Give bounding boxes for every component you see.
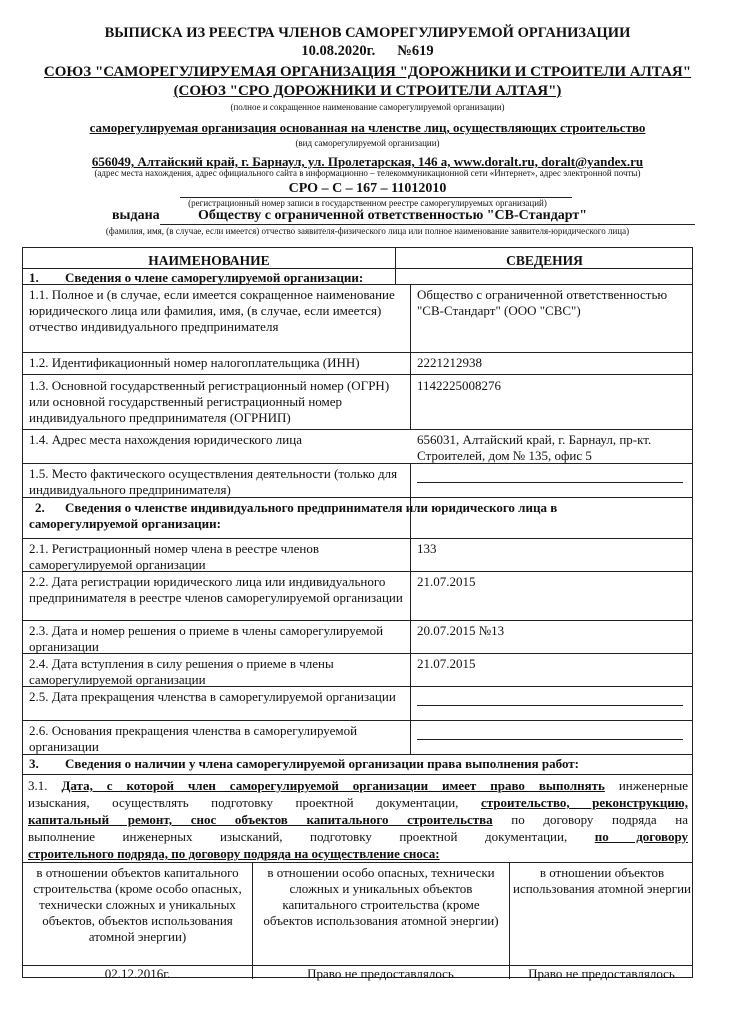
row-2-6-value-blank <box>417 739 683 740</box>
row-3-1-line-2: изыскания, осуществлять подготовку проектной документации, строительство, реконструкцию, <box>28 795 688 810</box>
row-2-5-label: 2.5. Дата прекращения членства в саморегулируемой организации <box>29 689 396 704</box>
document-title: ВЫПИСКА ИЗ РЕЕСТРА ЧЛЕНОВ САМОРЕГУЛИРУЕМОЙ ОРГАНИЗАЦИИ <box>104 25 631 41</box>
document-date-number <box>0 44 735 59</box>
row-3-1-line-4: выполнение инженерных изысканий, подготовку проектной документации, по договору <box>28 829 689 844</box>
row-2-5-value-blank <box>417 705 683 706</box>
org-address-caption: (адрес места нахождения, адрес официального сайта в информационно – телекоммуникационной сети «Интернет», адрес электронной почты) <box>94 168 641 178</box>
registry-table <box>22 247 693 981</box>
row-1-3-label: 1.3. Основной государственный регистрационный номер (ОГРН) или основной государственный регистрационный номер индивидуального предпринимателя (ОГРНИП) <box>29 378 390 425</box>
sub-column-3-value: Право не предоставлялось <box>528 966 675 981</box>
section-3-heading: 3. Сведения о наличии у члена саморегулируемой организации права выполнения работ: <box>29 756 579 771</box>
document-number: №619 <box>397 43 434 59</box>
row-1-1-value: Общество с ограниченной ответственностью "СВ-Стандарт" (ООО "СВС") <box>417 287 668 318</box>
sub-column-2-value: Право не предоставлялось <box>307 966 454 981</box>
row-2-1-label: 2.1. Регистрационный номер члена в реестре членов саморегулируемой организации <box>29 541 320 572</box>
row-2-1-value: 133 <box>417 541 437 556</box>
row-2-3-value: 20.07.2015 №13 <box>417 623 505 638</box>
row-1-3-value: 1142225008276 <box>417 378 502 393</box>
org-type: саморегулируемая организация основанная на членстве лиц, осуществляющих строительство <box>89 120 646 135</box>
sub-column-2-heading: в отношении особо опасных, технически сложных и уникальных объектов капитального строительства (кроме объектов использования атомной энергии) <box>263 865 499 928</box>
org-name-full: СОЮЗ "САМОРЕГУЛИРУЕМАЯ ОРГАНИЗАЦИЯ "ДОРОЖНИКИ И СТРОИТЕЛИ АЛТАЯ" <box>43 64 692 80</box>
column-header-name: НАИМЕНОВАНИЕ <box>148 253 270 268</box>
registry-number: СРО – С – 167 – 11012010 <box>288 181 447 196</box>
row-1-5-label: 1.5. Место фактического осуществления деятельности (только для индивидуального предпринимателя) <box>29 466 398 497</box>
row-2-2-label: 2.2. Дата регистрации юридического лица или индивидуального предпринимателя в реестре членов саморегулируемой организации <box>29 574 403 605</box>
sub-column-1-heading: в отношении объектов капитального строительства (кроме особо опасных, технически сложных и уникальных объектов, объектов использования атомной энергии) <box>33 865 242 944</box>
issued-to-rule <box>160 224 695 225</box>
row-2-4-label: 2.4. Дата вступления в силу решения о приеме в члены саморегулируемой организации <box>29 656 334 687</box>
sub-column-1-value: 02.12.2016г. <box>104 966 171 981</box>
registry-number-caption: (регистрационный номер записи в государственном реестре саморегулируемых организаций) <box>188 198 547 208</box>
issued-label: выдана <box>112 208 160 223</box>
row-2-3-label: 2.3. Дата и номер решения о приеме в члены саморегулируемой организации <box>29 623 384 654</box>
row-1-5-value-blank <box>417 482 683 483</box>
issued-to-caption: (фамилия, имя, (в случае, если имеется) отчество заявителя-физического лица или полное наименование заявителя-юридического лица) <box>105 226 630 236</box>
column-header-info: СВЕДЕНИЯ <box>506 253 583 268</box>
document-date: 10.08.2020г. <box>301 43 376 59</box>
org-type-caption: (вид саморегулируемой организации) <box>295 138 440 148</box>
sub-column-3-heading: в отношении объектов использования атомной энергии <box>513 865 692 896</box>
org-name-caption: (полное и сокращенное наименование саморегулируемой организации) <box>230 102 505 112</box>
row-2-4-value: 21.07.2015 <box>417 656 476 671</box>
row-3-1-line-1: 3.1. Дата, с которой член саморегулируемой организации имеет право выполнять инженерные <box>28 778 689 793</box>
org-address: 656049, Алтайский край, г. Барнаул, ул. Пролетарская, 146 а, www.doralt.ru, doralt@yandex.ru <box>91 154 644 169</box>
row-1-2-label: 1.2. Идентификационный номер налогоплательщика (ИНН) <box>29 355 360 370</box>
row-3-1-line-3: капитальный ремонт, снос объектов капитального строительства по договору подряда на <box>28 812 688 827</box>
row-1-4-label: 1.4. Адрес места нахождения юридического лица <box>29 432 302 447</box>
row-2-6-label: 2.6. Основания прекращения членства в саморегулируемой организации <box>29 723 358 754</box>
section-2-heading: 2. Сведения о членстве индивидуального предпринимателя или юридического лица в саморегулируемой организации: <box>29 500 558 531</box>
row-3-1-line-5: строительного подряда, по договору подряда на осуществление сноса: <box>28 846 440 861</box>
section-1-heading: 1. Сведения о члене саморегулируемой организации: <box>29 270 364 285</box>
row-1-2-value: 2221212938 <box>417 355 482 370</box>
issued-to-name: Обществу с ограниченной ответственностью "СВ-Стандарт" <box>198 208 588 223</box>
org-name-short: (СОЮЗ "СРО ДОРОЖНИКИ И СТРОИТЕЛИ АЛТАЯ") <box>173 83 562 99</box>
row-2-2-value: 21.07.2015 <box>417 574 476 589</box>
row-1-4-value: 656031, Алтайский край, г. Барнаул, пр-кт. Строителей, дом № 135, офис 5 <box>417 432 652 463</box>
row-1-1-label: 1.1. Полное и (в случае, если имеется сокращенное наименование юридического лица или фамилия, имя, (в случае, если имеется) отчество индивидуального предпринимателя <box>29 287 395 334</box>
